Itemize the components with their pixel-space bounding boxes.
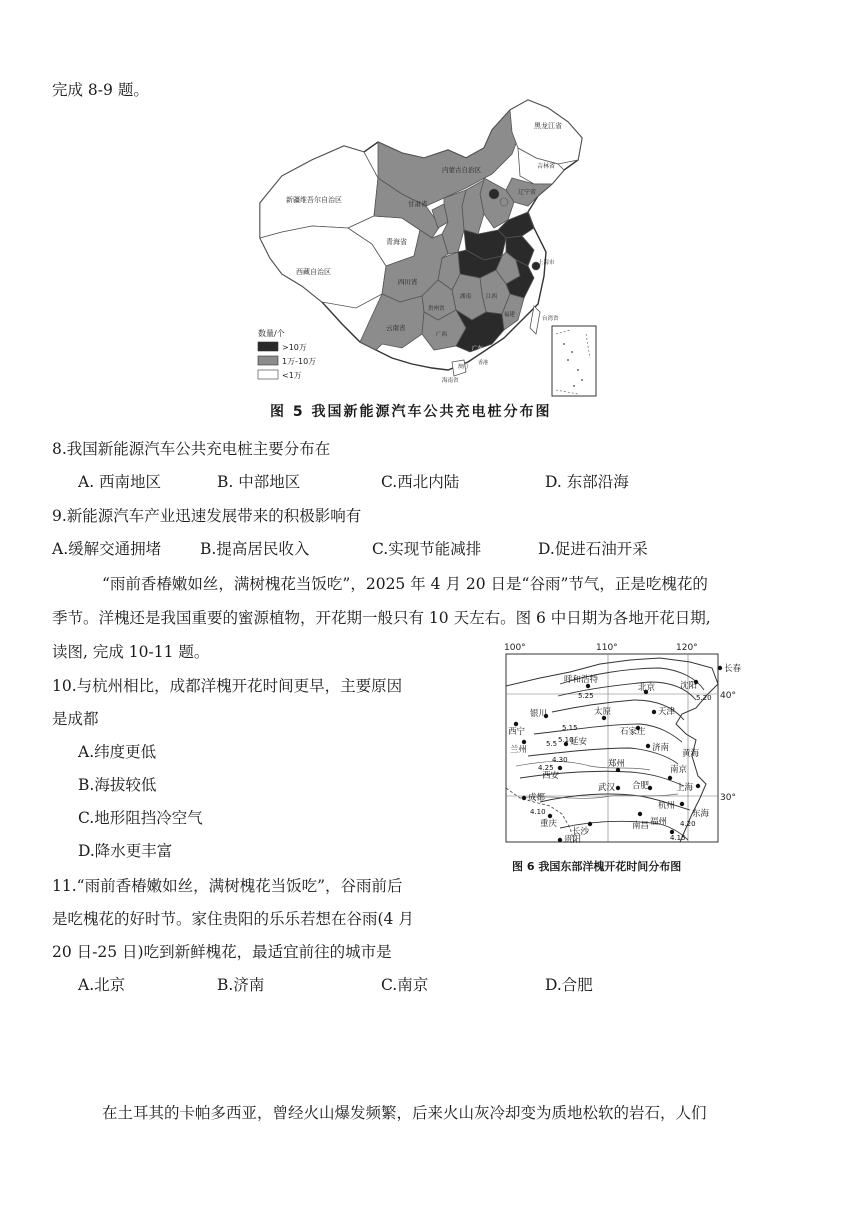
figure5-caption: 图 5 我国新能源汽车公共充电桩分布图 bbox=[270, 404, 552, 420]
svg-text:四川省: 四川省 bbox=[398, 278, 418, 286]
svg-text:江西: 江西 bbox=[486, 294, 498, 300]
city-guiyang: 贵阳 bbox=[564, 835, 582, 845]
city-hefei: 合肥 bbox=[632, 781, 650, 791]
city-wuhan: 武汉 bbox=[598, 783, 616, 793]
city-yanan: 延安 bbox=[570, 737, 588, 747]
q9-stem: 9.新能源汽车产业迅速发展带来的积极影响有 bbox=[52, 507, 362, 525]
city-beijing: 北京 bbox=[638, 683, 656, 693]
svg-text:贵州省: 贵州省 bbox=[428, 306, 445, 312]
city-jinan: 济南 bbox=[652, 743, 670, 753]
figure6-map bbox=[500, 638, 770, 850]
china-map-svg bbox=[252, 98, 602, 420]
city-shenyang: 沈阳 bbox=[680, 681, 698, 691]
city-tianjin: 天津 bbox=[658, 707, 676, 717]
svg-text:青海省: 青海省 bbox=[386, 238, 407, 246]
date-55: 5.5 bbox=[546, 740, 558, 748]
city-nanchang: 南昌 bbox=[632, 821, 650, 831]
city-xian: 西安 bbox=[542, 771, 560, 781]
svg-text:台湾省: 台湾省 bbox=[542, 316, 559, 322]
svg-text:吉林省: 吉林省 bbox=[537, 163, 556, 170]
city-shanghai: 上海 bbox=[676, 783, 694, 793]
q10-option-c: C.地形阻挡冷空气 bbox=[78, 809, 203, 827]
lat-label-40: 40° bbox=[720, 691, 736, 701]
svg-text:数量/个: 数量/个 bbox=[258, 329, 285, 338]
region-beijing bbox=[489, 189, 499, 199]
city-xining: 西宁 bbox=[508, 727, 526, 737]
q8-option-d: D. 东部沿海 bbox=[545, 473, 629, 491]
date-510: 5.10 bbox=[558, 736, 574, 744]
q8-option-c: C.西北内陆 bbox=[381, 473, 460, 491]
q9-option-d: D.促进石油开采 bbox=[538, 540, 648, 558]
city-fuzhou: 福州 bbox=[650, 817, 668, 827]
q10-option-b: B.海拔较低 bbox=[78, 776, 157, 794]
svg-text:湖南: 湖南 bbox=[460, 294, 472, 300]
svg-text:辽宁省: 辽宁省 bbox=[518, 189, 537, 196]
q11-option-c: C.南京 bbox=[381, 976, 429, 994]
lat-label-30: 30° bbox=[720, 793, 736, 803]
q8-option-a: A. 西南地区 bbox=[78, 473, 162, 491]
q9-option-b: B.提高居民收入 bbox=[200, 540, 310, 558]
q10-option-a: A.纬度更低 bbox=[78, 743, 157, 761]
city-changchun: 长春 bbox=[724, 664, 742, 674]
city-zhengzhou: 郑州 bbox=[608, 759, 626, 769]
passage2-line1: “雨前香椿嫩如丝，满树槐花当饭吃”，2025 年 4 月 20 日是“谷雨”节气，正是吃槐花的 bbox=[102, 575, 708, 593]
sea-huanghai: 黄海 bbox=[682, 749, 700, 759]
svg-text:<1万: <1万 bbox=[282, 371, 302, 380]
city-nanjing: 南京 bbox=[670, 765, 688, 775]
city-yinchuan: 银川 bbox=[530, 709, 548, 719]
svg-text:>10万: >10万 bbox=[282, 343, 307, 352]
bottom-passage-line: 在土耳其的卡帕多西亚，曾经火山爆发频繁，后来火山灰冷却变为质地松软的岩石，人们 bbox=[102, 1104, 707, 1122]
svg-text:黑龙江省: 黑龙江省 bbox=[534, 122, 562, 130]
svg-text:云南省: 云南省 bbox=[386, 324, 406, 332]
city-chengdu: 成都 bbox=[528, 793, 546, 803]
city-taiyuan: 太原 bbox=[594, 707, 612, 717]
figure5-legend bbox=[258, 328, 316, 380]
figure6-caption: 图 6 我国东部洋槐开花时间分布图 bbox=[512, 860, 682, 873]
city-shijiazhuang: 石家庄 bbox=[620, 727, 646, 737]
figure5-map bbox=[252, 98, 602, 420]
svg-text:广东: 广东 bbox=[472, 346, 484, 352]
date-415: 4.15 bbox=[670, 834, 686, 842]
figure6-svg bbox=[500, 638, 770, 850]
q10-stem-line1: 10.与杭州相比，成都洋槐开花时间更早，主要原因 bbox=[52, 677, 403, 695]
date-430: 4.30 bbox=[552, 756, 568, 764]
svg-text:甘肃省: 甘肃省 bbox=[408, 200, 428, 208]
q11-option-a: A.北京 bbox=[78, 976, 126, 994]
q10-option-d: D.降水更丰富 bbox=[78, 842, 173, 860]
svg-text:香港: 香港 bbox=[478, 360, 489, 366]
q8-option-b: B. 中部地区 bbox=[217, 473, 301, 491]
q9-option-a: A.缓解交通拥堵 bbox=[52, 540, 162, 558]
region-tianjin bbox=[500, 198, 508, 206]
city-huhehaote: 呼和浩特 bbox=[564, 675, 599, 685]
city-hangzhou: 杭州 bbox=[658, 801, 676, 811]
date-410: 4.10 bbox=[530, 808, 546, 816]
city-changsha: 长沙 bbox=[572, 827, 590, 837]
svg-text:福建: 福建 bbox=[504, 312, 516, 318]
q11-stem-line2: 是吃槐花的好时节。家住贵阳的乐乐若想在谷雨(4 月 bbox=[52, 910, 414, 928]
svg-text:内蒙古自治区: 内蒙古自治区 bbox=[442, 166, 481, 174]
date-420: 4.20 bbox=[680, 820, 696, 828]
svg-text:澳门: 澳门 bbox=[458, 364, 469, 370]
date-425: 4.25 bbox=[538, 764, 554, 772]
svg-text:西藏自治区: 西藏自治区 bbox=[296, 268, 331, 276]
city-lanzhou: 兰州 bbox=[510, 745, 528, 755]
q8-stem: 8.我国新能源汽车公共充电桩主要分布在 bbox=[52, 440, 331, 458]
svg-text:1万-10万: 1万-10万 bbox=[282, 357, 317, 366]
q11-option-b: B.济南 bbox=[217, 976, 265, 994]
q11-stem-line3: 20 日-25 日)吃到新鲜槐花，最适宜前往的城市是 bbox=[52, 943, 392, 961]
city-chongqing: 重庆 bbox=[540, 819, 558, 829]
date-520: 5.20 bbox=[696, 694, 712, 702]
svg-text:广西: 广西 bbox=[436, 332, 448, 338]
intro-line: 完成 8-9 题。 bbox=[52, 81, 149, 99]
date-525: 5.25 bbox=[578, 692, 594, 700]
passage2-line3: 读图, 完成 10-11 题。 bbox=[52, 643, 210, 661]
passage2-line2: 季节。洋槐还是我国重要的蜜源植物，开花期一般只有 10 天左右。图 6 中日期为各地开花日期, bbox=[52, 609, 711, 627]
date-515: 5.15 bbox=[562, 724, 578, 732]
svg-text:海南省: 海南省 bbox=[442, 378, 459, 384]
q11-option-d: D.合肥 bbox=[545, 976, 593, 994]
q10-stem-line2: 是成都 bbox=[52, 710, 99, 728]
svg-text:新疆维吾尔自治区: 新疆维吾尔自治区 bbox=[286, 196, 342, 204]
q11-stem-line1: 11.“雨前香椿嫩如丝，满树槐花当饭吃”，谷雨前后 bbox=[52, 877, 403, 895]
sea-donghai: 东海 bbox=[692, 809, 710, 819]
lon-label-120: 120° bbox=[676, 643, 698, 653]
q9-option-c: C.实现节能减排 bbox=[372, 540, 482, 558]
lon-label-110: 110° bbox=[596, 643, 618, 653]
lon-label-100: 100° bbox=[504, 643, 526, 653]
svg-text:上海市: 上海市 bbox=[538, 260, 555, 266]
